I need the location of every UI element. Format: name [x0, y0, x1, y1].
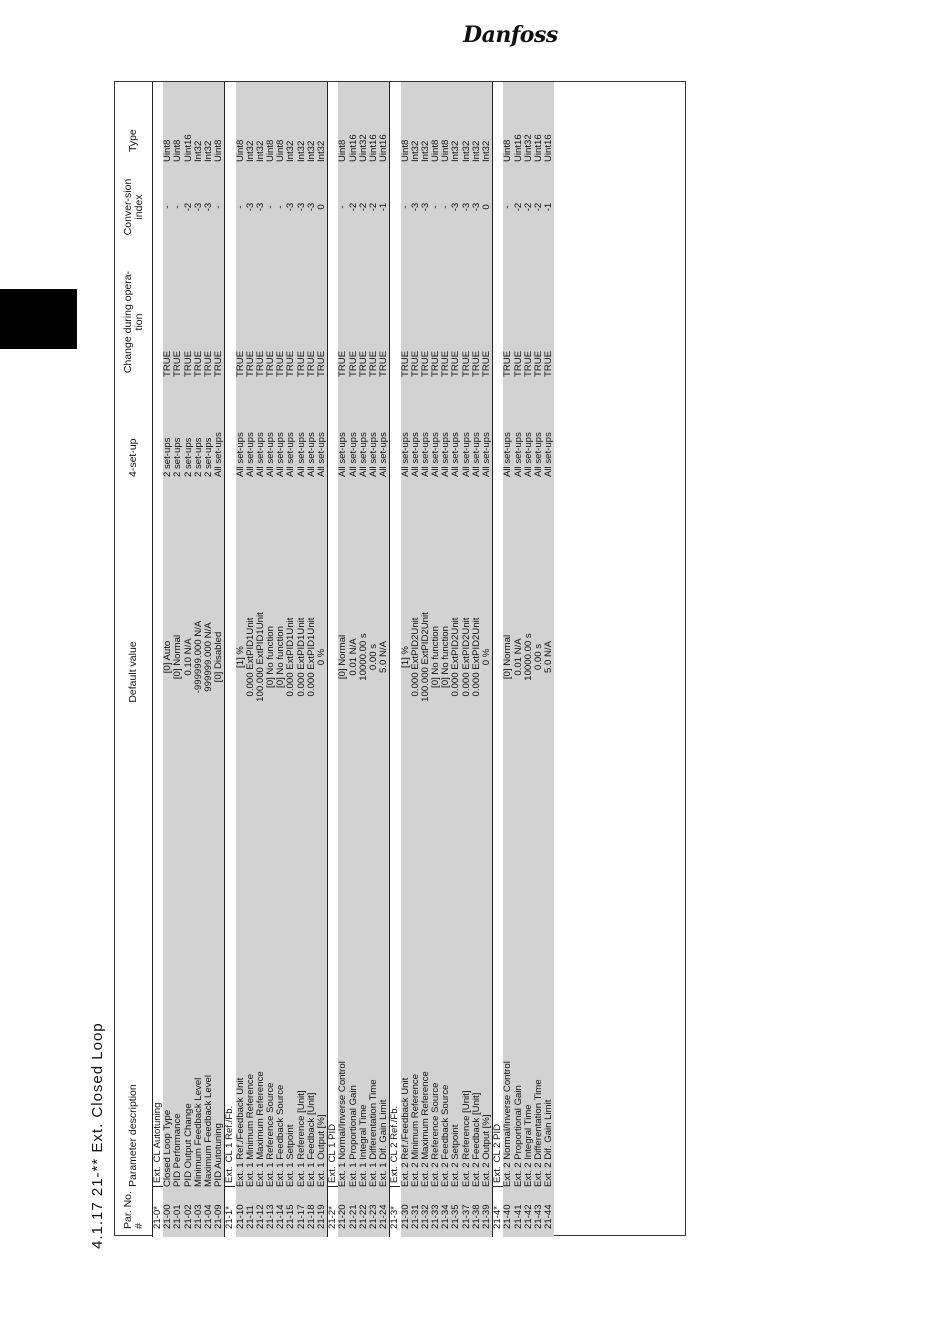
- conversion-index-cell: -: [172, 205, 184, 209]
- setup-cell: 2 set-ups: [192, 437, 204, 477]
- description-cell: Ext. 1 Proportional Gain: [347, 1085, 359, 1187]
- par-no-cell: 21-03: [192, 1204, 204, 1229]
- par-no-cell: 21-02: [182, 1204, 194, 1229]
- conversion-index-cell: -3: [295, 202, 307, 212]
- default-value-cell: [0] No function: [275, 626, 287, 688]
- type-cell: Uint8: [430, 139, 442, 162]
- description-cell: Ext. 2 Maximum Reference: [419, 1071, 431, 1187]
- setup-cell: All set-ups: [378, 432, 390, 477]
- group-prefix: Ext.: [327, 1166, 338, 1187]
- conversion-index-cell: -2: [357, 202, 369, 212]
- conversion-index-cell: -: [337, 205, 349, 209]
- conversion-index-cell: -: [234, 205, 246, 209]
- default-value-cell: -999999.000 N/A: [192, 620, 204, 694]
- rotated-table: [89, 82, 687, 1249]
- setup-cell: All set-ups: [419, 432, 431, 477]
- par-no-cell: 21-41: [512, 1204, 524, 1229]
- type-cell: Int32: [285, 140, 297, 162]
- default-value-cell: [0] Normal: [172, 634, 184, 680]
- conversion-index-cell: -3: [254, 202, 266, 212]
- change-during-operation-cell: TRUE: [337, 350, 349, 377]
- description-cell: Ext. 1 Output [%]: [316, 1114, 327, 1187]
- setup-cell: All set-ups: [316, 432, 327, 477]
- change-during-operation-cell: TRUE: [347, 350, 359, 377]
- description-cell: Ext. 2 Differentation Time: [532, 1079, 544, 1187]
- par-no-cell: 21-01: [172, 1204, 184, 1229]
- change-during-operation-cell: TRUE: [470, 350, 482, 377]
- par-no-cell: 21-40: [502, 1204, 514, 1229]
- default-value-cell: [0] No function: [430, 626, 442, 688]
- table-row: [379, 82, 389, 1237]
- default-value-cell: 0.000 ExtPID2Unit: [450, 617, 462, 697]
- par-no-cell: 21-09: [213, 1204, 225, 1229]
- default-value-cell: [0] No function: [265, 626, 277, 688]
- setup-cell: All set-ups: [347, 432, 359, 477]
- type-cell: Uint8: [440, 139, 452, 162]
- table-row: [214, 82, 224, 1237]
- description-cell: Ext. 1 Dif. Gain Limit: [378, 1099, 390, 1187]
- description-cell: Ext. 1 Integral Time: [357, 1104, 369, 1187]
- conversion-index-cell: -: [430, 205, 442, 209]
- group-header-row: [389, 82, 400, 1237]
- change-during-operation-cell: TRUE: [419, 350, 431, 377]
- setup-cell: 2 set-ups: [202, 437, 214, 477]
- change-during-operation-cell: TRUE: [192, 350, 204, 377]
- description-cell: Ext. 1 Maximum Reference: [254, 1071, 266, 1187]
- group-code: 21-0*: [152, 1206, 163, 1229]
- change-during-operation-cell: TRUE: [275, 350, 287, 377]
- description-cell: PID Autotuning: [213, 1122, 225, 1187]
- change-during-operation-cell: TRUE: [409, 350, 421, 377]
- header-type: Type: [127, 129, 139, 152]
- conversion-index-cell: -3: [285, 202, 297, 212]
- par-no-cell: 21-20: [337, 1204, 349, 1229]
- default-value-cell: 999999.000 N/A: [202, 622, 214, 692]
- default-value-cell: 0.01 N/A: [512, 638, 524, 676]
- default-value-cell: 100.000 ExtPID2Unit: [419, 612, 431, 702]
- type-cell: Int32: [481, 140, 492, 162]
- setup-cell: All set-ups: [234, 432, 246, 477]
- setup-cell: All set-ups: [357, 432, 369, 477]
- type-cell: Uint16: [347, 134, 359, 162]
- default-value-cell: 10000.00 s: [357, 633, 369, 681]
- change-during-operation-cell: TRUE: [265, 350, 277, 377]
- change-during-operation-cell: TRUE: [316, 350, 327, 377]
- change-during-operation-cell: TRUE: [213, 350, 225, 377]
- type-cell: Uint32: [522, 134, 534, 162]
- type-cell: Uint16: [378, 134, 390, 162]
- change-during-operation-cell: TRUE: [512, 350, 524, 377]
- type-cell: Int32: [192, 140, 204, 162]
- setup-cell: All set-ups: [512, 432, 524, 477]
- group-code: 21-1*: [224, 1206, 236, 1229]
- type-cell: Int32: [460, 140, 472, 162]
- default-value-cell: 0.000 ExtPID1Unit: [244, 617, 256, 697]
- group-prefix: Ext.: [492, 1166, 503, 1187]
- change-during-operation-cell: TRUE: [532, 350, 544, 377]
- setup-cell: All set-ups: [543, 432, 555, 477]
- conversion-index-cell: -3: [419, 202, 431, 212]
- setup-cell: All set-ups: [254, 432, 266, 477]
- description-cell: Ext. 1 Reference Source: [265, 1082, 277, 1187]
- group-name: CL 1 Ref./Fb.: [224, 1105, 236, 1163]
- default-value-cell: [0] No function: [440, 626, 452, 688]
- description-cell: Ext. 2 Setpoint: [450, 1124, 462, 1187]
- header-change: Change during opera-tion: [121, 270, 145, 374]
- type-cell: Int32: [305, 140, 317, 162]
- section-title: 4.1.17 21-** Ext. Closed Loop: [89, 1022, 106, 1249]
- description-cell: Ext. 2 Ref./Feedback Unit: [399, 1077, 411, 1187]
- description-cell: Ext. 1 Normal/Inverse Control: [337, 1061, 349, 1187]
- group-prefix: Ext.: [389, 1166, 400, 1187]
- conversion-index-cell: 0: [481, 204, 492, 210]
- group-name: CL 2 Ref./Fb.: [389, 1105, 401, 1163]
- par-no-cell: 21-10: [234, 1204, 246, 1229]
- conversion-index-cell: -2: [367, 202, 379, 212]
- type-cell: Uint8: [172, 139, 184, 162]
- conversion-index-cell: -1: [378, 202, 390, 212]
- setup-cell: All set-ups: [440, 432, 452, 477]
- default-value-cell: 0.000 ExtPID1Unit: [305, 617, 317, 697]
- type-cell: Uint8: [162, 139, 174, 162]
- default-value-cell: 0.000 ExtPID2Unit: [460, 617, 472, 697]
- change-during-operation-cell: TRUE: [522, 350, 534, 377]
- conversion-index-cell: -: [213, 205, 225, 209]
- group-prefix: Ext.: [224, 1166, 235, 1187]
- par-no-cell: 21-31: [409, 1204, 421, 1229]
- setup-cell: All set-ups: [305, 432, 317, 477]
- par-no-cell: 21-39: [481, 1204, 492, 1229]
- setup-cell: All set-ups: [367, 432, 379, 477]
- header-setup: 4-set-up: [127, 438, 139, 477]
- setup-cell: 2 set-ups: [172, 437, 184, 477]
- conversion-index-cell: -2: [182, 202, 194, 212]
- header-conversion: Conver-sion index: [121, 178, 145, 236]
- default-value-cell: 0.10 N/A: [182, 638, 194, 676]
- group-name: CL 1 PID: [327, 1123, 339, 1163]
- default-value-cell: [0] Auto: [162, 640, 174, 674]
- par-no-cell: 21-38: [470, 1204, 482, 1229]
- description-cell: Ext. 2 Dif. Gain Limit: [543, 1099, 555, 1187]
- change-during-operation-cell: TRUE: [502, 350, 514, 377]
- default-value-cell: [0] Normal: [337, 634, 349, 680]
- group-label: [390, 1106, 400, 1229]
- description-cell: Ext. 2 Proportional Gain: [512, 1085, 524, 1187]
- conversion-index-cell: -: [265, 205, 277, 209]
- type-cell: Int32: [409, 140, 421, 162]
- setup-cell: All set-ups: [481, 432, 492, 477]
- description-cell: Ext. 2 Feedback [Unit]: [470, 1092, 482, 1187]
- type-cell: Uint8: [213, 139, 225, 162]
- description-cell: PID Performance: [172, 1113, 184, 1187]
- default-value-cell: 5.0 N/A: [543, 641, 555, 673]
- type-cell: Uint32: [357, 134, 369, 162]
- setup-cell: All set-ups: [470, 432, 482, 477]
- type-cell: Uint16: [367, 134, 379, 162]
- setup-cell: All set-ups: [265, 432, 277, 477]
- par-no-cell: 21-21: [347, 1204, 359, 1229]
- conversion-index-cell: -: [162, 205, 174, 209]
- type-cell: Uint16: [543, 134, 555, 162]
- change-during-operation-cell: TRUE: [440, 350, 452, 377]
- default-value-cell: 10000.00 s: [522, 633, 534, 681]
- group-code: 21-4*: [492, 1206, 504, 1229]
- setup-cell: All set-ups: [532, 432, 544, 477]
- default-value-cell: 0.000 ExtPID1Unit: [285, 617, 297, 697]
- default-value-cell: 0.00 s: [367, 643, 379, 671]
- conversion-index-cell: -2: [532, 202, 544, 212]
- type-cell: Int32: [470, 140, 482, 162]
- change-during-operation-cell: TRUE: [172, 350, 184, 377]
- default-value-cell: 100.000 ExtPID1Unit: [254, 612, 266, 702]
- conversion-index-cell: -3: [470, 202, 482, 212]
- setup-cell: All set-ups: [502, 432, 514, 477]
- default-value-cell: 0.000 ExtPID1Unit: [295, 617, 307, 697]
- conversion-index-cell: -2: [512, 202, 524, 212]
- description-cell: Ext. 1 Minimum Reference: [244, 1073, 256, 1187]
- default-value-cell: 0.00 s: [532, 643, 544, 671]
- description-cell: Minimum Feedback Level: [192, 1077, 204, 1187]
- description-cell: Ext. 2 Output [%]: [481, 1114, 492, 1187]
- default-value-cell: 0.01 N/A: [347, 638, 359, 676]
- header-default: Default value: [127, 641, 139, 703]
- change-during-operation-cell: TRUE: [254, 350, 266, 377]
- setup-cell: All set-ups: [244, 432, 256, 477]
- change-during-operation-cell: TRUE: [543, 350, 555, 377]
- change-during-operation-cell: TRUE: [244, 350, 256, 377]
- type-cell: Uint16: [532, 134, 544, 162]
- setup-cell: All set-ups: [460, 432, 472, 477]
- par-no-cell: 21-14: [275, 1204, 287, 1229]
- type-cell: Uint8: [265, 139, 277, 162]
- conversion-index-cell: -3: [202, 202, 214, 212]
- table-row: [544, 82, 554, 1237]
- group-name: CL 2 PID: [492, 1123, 504, 1163]
- conversion-index-cell: -3: [460, 202, 472, 212]
- par-no-cell: 21-12: [254, 1204, 266, 1229]
- description-cell: Ext. 2 Integral Time: [522, 1104, 534, 1187]
- par-no-cell: 21-30: [399, 1204, 411, 1229]
- conversion-index-cell: -3: [244, 202, 256, 212]
- type-cell: Int32: [295, 140, 307, 162]
- description-cell: Ext. 2 Reference [Unit]: [460, 1090, 472, 1187]
- conversion-index-cell: -: [399, 205, 411, 209]
- conversion-index-cell: -: [275, 205, 287, 209]
- conversion-index-cell: -2: [347, 202, 359, 212]
- default-value-cell: 5.0 N/A: [378, 641, 390, 673]
- change-during-operation-cell: TRUE: [285, 350, 297, 377]
- default-value-cell: 0 %: [481, 648, 492, 666]
- default-value-cell: [0] Disabled: [213, 631, 225, 683]
- group-code: 21-3*: [389, 1206, 401, 1229]
- type-cell: Int32: [450, 140, 462, 162]
- conversion-index-cell: -2: [522, 202, 534, 212]
- par-no-cell: 21-04: [202, 1204, 214, 1229]
- chapter-side-tab: [0, 289, 77, 349]
- change-during-operation-cell: TRUE: [378, 350, 390, 377]
- group-header-row: [224, 82, 235, 1237]
- par-no-cell: 21-35: [450, 1204, 462, 1229]
- setup-cell: All set-ups: [295, 432, 307, 477]
- danfoss-logo: Danfoss: [463, 22, 558, 48]
- setup-cell: All set-ups: [409, 432, 421, 477]
- change-during-operation-cell: TRUE: [305, 350, 317, 377]
- par-no-cell: 21-13: [265, 1204, 277, 1229]
- type-cell: Uint8: [399, 139, 411, 162]
- description-cell: Ext. 1 Feedback Source: [275, 1084, 287, 1187]
- conversion-index-cell: -: [502, 205, 514, 209]
- type-cell: Uint16: [512, 134, 524, 162]
- parameter-table-frame: [89, 81, 686, 1249]
- par-no-cell: 21-37: [460, 1204, 472, 1229]
- setup-cell: 2 set-ups: [182, 437, 194, 477]
- par-no-cell: 21-00: [162, 1204, 174, 1229]
- change-during-operation-cell: TRUE: [162, 350, 174, 377]
- group-code: 21-2*: [327, 1206, 339, 1229]
- description-cell: Ext. 1 Reference [Unit]: [295, 1090, 307, 1187]
- default-value-cell: 0 %: [316, 648, 327, 666]
- par-no-cell: 21-23: [367, 1204, 379, 1229]
- change-during-operation-cell: TRUE: [399, 350, 411, 377]
- description-cell: PID Output Change: [182, 1103, 194, 1187]
- header-par-no: Par. No. #: [121, 1191, 145, 1229]
- conversion-index-cell: -3: [305, 202, 317, 212]
- par-no-cell: 21-43: [532, 1204, 544, 1229]
- table-row: [482, 82, 492, 1237]
- default-value-cell: [1] %: [399, 646, 411, 668]
- par-no-cell: 21-18: [305, 1204, 317, 1229]
- column-header-row: [115, 82, 152, 1237]
- default-value-cell: 0.000 ExtPID2Unit: [470, 617, 482, 697]
- par-no-cell: 21-44: [543, 1204, 555, 1229]
- setup-cell: All set-ups: [337, 432, 349, 477]
- change-during-operation-cell: TRUE: [182, 350, 194, 377]
- type-cell: Int32: [202, 140, 214, 162]
- change-during-operation-cell: TRUE: [460, 350, 472, 377]
- default-value-cell: [0] Normal: [502, 634, 514, 680]
- description-cell: Ext. 2 Feedback Source: [440, 1084, 452, 1187]
- change-during-operation-cell: TRUE: [234, 350, 246, 377]
- conversion-index-cell: -3: [192, 202, 204, 212]
- change-during-operation-cell: TRUE: [481, 350, 492, 377]
- par-no-cell: 21-22: [357, 1204, 369, 1229]
- group-prefix: Ext.: [152, 1166, 163, 1187]
- group-label: [225, 1106, 235, 1229]
- type-cell: Int32: [244, 140, 256, 162]
- setup-cell: All set-ups: [430, 432, 442, 477]
- setup-cell: All set-ups: [275, 432, 287, 477]
- table-row: [317, 82, 327, 1237]
- type-cell: Uint8: [337, 139, 349, 162]
- type-cell: Uint8: [275, 139, 287, 162]
- change-during-operation-cell: TRUE: [295, 350, 307, 377]
- description-cell: Ext. 1 Ref./Feedback Unit: [234, 1077, 246, 1187]
- par-no-cell: 21-19: [316, 1204, 327, 1229]
- type-cell: Uint16: [182, 134, 194, 162]
- conversion-index-cell: -: [440, 205, 452, 209]
- conversion-index-cell: -3: [450, 202, 462, 212]
- change-during-operation-cell: TRUE: [357, 350, 369, 377]
- conversion-index-cell: 0: [316, 204, 327, 210]
- table-body: [152, 82, 554, 1237]
- change-during-operation-cell: TRUE: [430, 350, 442, 377]
- type-cell: Int32: [316, 140, 327, 162]
- par-no-cell: 21-42: [522, 1204, 534, 1229]
- par-no-cell: 21-24: [378, 1204, 390, 1229]
- description-cell: Ext. 2 Normal/Inverse Control: [502, 1061, 514, 1187]
- par-no-cell: 21-32: [419, 1204, 431, 1229]
- par-no-cell: 21-34: [440, 1204, 452, 1229]
- setup-cell: All set-ups: [285, 432, 297, 477]
- description-cell: Ext. 2 Minimum Reference: [409, 1073, 421, 1187]
- setup-cell: All set-ups: [213, 432, 225, 477]
- change-during-operation-cell: TRUE: [450, 350, 462, 377]
- setup-cell: All set-ups: [399, 432, 411, 477]
- setup-cell: All set-ups: [522, 432, 534, 477]
- par-no-cell: 21-17: [295, 1204, 307, 1229]
- description-cell: Maximum Feedback Level: [202, 1075, 214, 1187]
- description-cell: Closed Loop Type: [162, 1109, 174, 1187]
- description-cell: Ext. 1 Differentation Time: [367, 1079, 379, 1187]
- description-cell: Ext. 1 Feedback [Unit]: [305, 1092, 317, 1187]
- setup-cell: All set-ups: [450, 432, 462, 477]
- description-cell: Ext. 1 Setpoint: [285, 1124, 297, 1187]
- change-during-operation-cell: TRUE: [202, 350, 214, 377]
- group-name: CL Autotuning: [152, 1102, 163, 1163]
- type-cell: Int32: [419, 140, 431, 162]
- header-description: Parameter description: [127, 1084, 139, 1187]
- type-cell: Int32: [254, 140, 266, 162]
- conversion-index-cell: -3: [409, 202, 421, 212]
- par-no-cell: 21-11: [244, 1205, 256, 1229]
- change-during-operation-cell: TRUE: [367, 350, 379, 377]
- conversion-index-cell: -1: [543, 202, 555, 212]
- par-no-cell: 21-33: [430, 1204, 442, 1229]
- type-cell: Uint8: [502, 139, 514, 162]
- setup-cell: 2 set-ups: [162, 437, 174, 477]
- par-no-cell: 21-15: [285, 1204, 297, 1229]
- default-value-cell: [1] %: [234, 646, 246, 668]
- type-cell: Uint8: [234, 139, 246, 162]
- default-value-cell: 0.000 ExtPID2Unit: [409, 617, 421, 697]
- description-cell: Ext. 2 Reference Source: [430, 1082, 442, 1187]
